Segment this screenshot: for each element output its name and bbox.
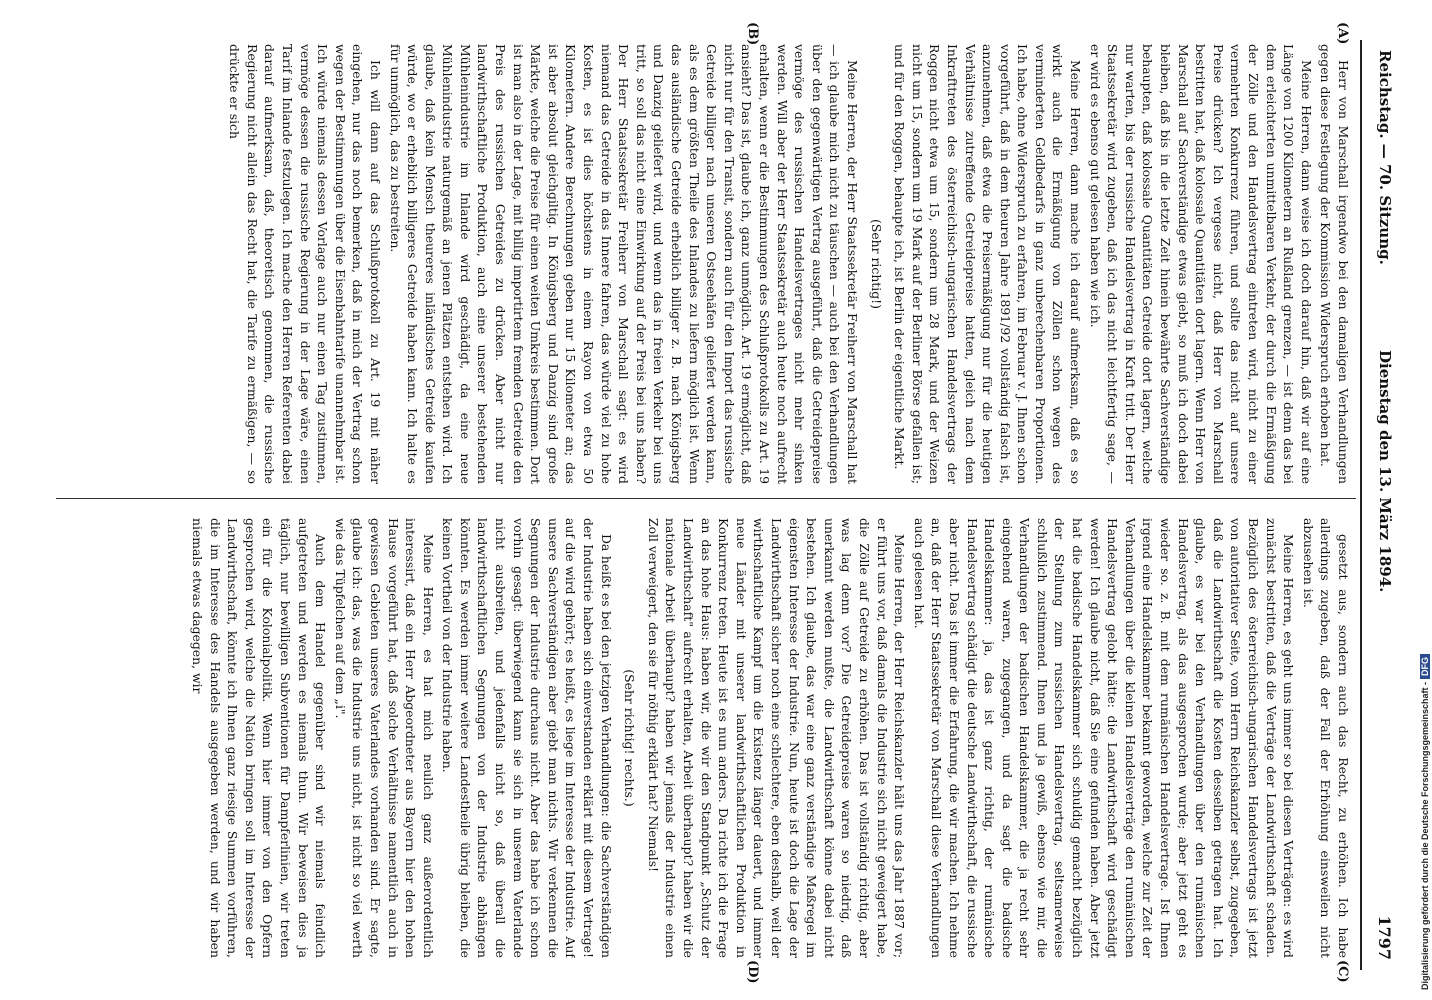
- paragraph: Meine Herren, dann mache ich darauf aufmerksam, daß es so wirkt auch die Ermäßigung von Zöllen schon wegen des verminderten Geldbedarfs in ganz unberechenbaren Proportionen. Ich habe, ohne Widerspruch zu erfahren, im Februar v. J. Ihnen schon vorgeführt, daß in dem theuren Jahre 1891/92 vollständig falsch ist, anzunehmen, daß etwa die Preisermäßigung nur für die heutigen Verhältnisse zutreffende Getreidepreise hatten, gleich nach dem Inkrafttreten des österreichisch-ungarischen Handelsvertrags der Roggen nicht etwa um 15, sondern um 28 Mark, und der Weizen nicht um 15, sondern um 19 Mark auf der Berliner Börse gefallen ist; und für den Roggen, behaupte ich, ist Berlin der eigentliche Markt.: [892, 44, 1084, 484]
- marker-b: (B): [745, 22, 760, 46]
- paragraph: gesetzt aus, sondern auch das Recht, zu erhöhen. Ich habe allerdings zugeben, daß der Fall der Erhöhung einsweilen nicht abzusehen ist.: [1300, 518, 1351, 958]
- paragraph: Ich will dann auf das Schlußprotokoll zu Art. 19 mit näher eingehen, nur das noch bemerken, daß in mich der Vertrag schon wegen der Bestimmungen über die Eisenbahntarife unannehmbar ist. Ich würde niemals dessen Vorlage auch nur einen Tag zustimmen, vermöge dessen die russische Regierung in der Lage wäre, einen Tarif im Inlande festzulegen. Ich mache den Herren Referenten dabei darauf aufmerksam, daß, theoretisch genommen, die russische Regierung nicht allein das Recht hat, die Tarife zu ermäßigen, — so drückte er sich: [227, 44, 383, 484]
- digitization-credit: [1420, 654, 1430, 990]
- paragraph: Meine Herren, es geht uns immer so bei diesen Verträgen: es wird zunächst bestritten, daß die Verträge der Landwirthschaft schaden. Bezüglich des österreichisch-ungarischen Handelsvertrags ist jetzt von autoritativer Seite, vom Herrn Reichskanzler selbst, zugegeben, daß die Landwirthschaft die Kosten desselben getragen hat. Ich glaube, es war bei den Verhandlungen über den rumänischen Handelsvertrag, als das ausgesprochen wurde; aber jetzt geht es wieder so. z. B. mit dem rumänischen Handelsvertrage. Ist Ihnen irgend eine Handelskammer bekannt geworden, welche zur Zeit der Verhandlungen über die kleinen Handelsverträge den rumänischen Handelsvertrag gelobt hätte: die Landwirthschaft wird geschädigt werden! Ich glaube nicht, daß Sie eine gefunden haben. Aber jetzt hat die badische Handelskammer sich schuldig gemacht bezüglich der Stellung zum russischen Handelsvertrag, seltsamerweise schlußlich zustimmend. Ihnen und ja gewiß, ebenso wie mir, die Verhandlungen der badischen Handelskammer, die ja recht sehr eingehend waren, zugegangen, und da sagt die badische Handelskammer: ja, das ist ganz richtig, der rumänische Handelsvertrag schädigt die deutsche Landwirthschaft, die russische aber nicht. Das ist immer die Erfahrung, die wir machen. Ich nehme an, daß der Herr Staatssekretär von Marschall diese Verhandlungen auch gelesen hat.: [911, 518, 1297, 958]
- paragraph: Meine Herren, der Herr Staatssekretär Freiherr von Marschall hat — ich glaube mich nicht zu täuschen — auch bei den Verhandlungen über den gegenwärtigen Vertrag ausgeführt, daß die Getreidepreise vermöge des russischen Handelsvertrages nicht mehr sinken werden. Will aber der Herr Staatssekretär auch heute noch aufrecht erhalten, wenn er die Bestimmungen des Schlußprotokolls zu Art. 19 ansieht? Das ist, glaube ich, ganz unmöglich. Art. 19 ermöglicht, daß nicht nur für den Transit, sondern auch für den Import das russische Getreide billiger nach unseren Ostseehäfen geliefert werden kann, als es dem größten Theile des Inlandes zu liefern möglich ist. Wenn das ausländische Getreide erheblich billiger z. B. nach Königsberg und Danzig geliefert wird, und wenn das in freien Verkehr bei uns tritt, so soll das nicht eine Einwirkung auf der Preis bei uns haben? Der Herr Staatssekretär Freiherr von Marschall sagt: es wird niemand das Getreide in das Innere fahren, das würde viel zu hohe Kosten, es ist dies höchstens in einem Rayon von etwa 50 Kilometern. Andere Berechnungen geben nur 15 Kilometer an; das ist aber absolut gleichgiltig. In Königsberg und Danzig sind große Märkte, welche die Preise für einen weiten Umkreis bestimmen. Dort ist man also in der Lage, mit billig importirtem fremden Getreide den Preis des russischen Getreides zu drücken. Aber nicht nur landwirthschaftliche Produktion, auch eine unserer bestehenden Mühlenindustrie im Inlande wird geschädigt, da eine neue Mühlenindustrie naturgemäß an jenen Plätzen entstehen wird. Ich glaube, daß kein Mensch theureres inländisches Getreide kaufen würde, wo er erheblich billigeres Getreide haben kann. Ich halte es für unmöglich, das zu bestreiten.: [387, 44, 860, 484]
- interjection: (Sehr richtig!): [868, 219, 884, 309]
- marker-d: (D): [745, 960, 760, 984]
- header-rule: [1360, 40, 1362, 970]
- paragraph: Meine Herren, es hat mich neulich ganz außerordentlich interessirt, daß ein Herr Abgeordneter aus Bayern hier den hohen Hause vorgeführt hat, daß solche Verhältnisse namentlich auch in gewissen Gebieten unseres Vaterlandes vorhanden sind. Er sagte, glaube ich: das, was die Industrie uns nicht, ist nicht so viel werth wie das Tüpfelchen auf dem „i".: [332, 518, 436, 958]
- paragraph: Meine Herren, der Herr Reichskanzler hält uns das Jahr 1887 vor; er führt uns vor, daß damals die Industrie sich nicht geweigert habe, die Zölle auf Getreide zu erhöhen. Das ist vollständig richtig, aber was lag denn vor? Die Getreidepreise waren so niedrig, daß unerkannt werden mußte, die Landwirthschaft könne dabei nicht bestehen. Ich glaube, das war eine ganz verständige Maßregel im eigensten Interesse der Industrie. Nun, heute ist doch die Lage der Landwirthschaft sicher noch eine schlechtere, eben deshalb, weil der wirthschaftliche Kampf um die Existenz länger dauert, und immer neue Länder mit unserer landwirthschaftlichen Produktion in Konkurrenz treten. Heute ist es nun anders. Da richte ich die Frage an das hohe Haus: haben wir, die wir den Standpunkt „Schutz der Landwirthschaft" aufrecht erhalten, Arbeit überhaupt? haben wir die nationale Arbeit überhaupt? haben wir jemals der Industrie einen Zoll verweigert, den sie für nöthig erklärt hat? Niemals!: [645, 518, 908, 958]
- paragraph: Meine Herren, dann weise ich doch darauf hin, daß wir auf eine Länge von 1200 Kilometern an Rußland grenzen, — ist denn das bei dem erleichterten unmittelbaren Verkehr, der durch die Ermäßigung der Zölle und den Handelsvertrag eintreten wird, nicht zu einer vermehrten Konkurrenz führen, und sollte das nicht auf unsere Preise drücken? Ich vergesse nicht, daß Herr von Marschall bestritten hat, daß kolossale Quantitäten dort lagern. Wenn Herr von Marschall auf Sachverständige etwas giebt, so muß ich doch dabei bleiben, daß bis in die letzte Zeit hinein bewährte Sachverständige behaupten, daß kolossale Quantitäten Getreide dort lagern, welche nur warten, bis der russische Handelsvertrag in Kraft tritt. Der Herr Staatssekretär wird zugeben, daß ich das nicht leichtfertig sage, — er wird es ebenso gut gelesen haben wie ich.: [1087, 44, 1314, 484]
- page-header: [1364, 20, 1400, 980]
- right-column: [52, 518, 1352, 958]
- dfg-logo: DFG: [1420, 654, 1430, 679]
- column-divider: [56, 498, 1356, 499]
- left-column: [52, 44, 1352, 484]
- rotated-page-content: [30, 20, 1400, 984]
- page-number: 1797: [1375, 915, 1394, 960]
- marker-a: (A): [1335, 22, 1350, 45]
- paragraph: Auch dem Handel gegenüber sind wir niemals feindlich aufgetreten und werden es niemals thun. Wir beweisen dies ja täglich, nur bewilligen Subventionen für Dampferlinien, wir treten ein für die Kolonialpolitik. Wenn hier immer von den Opfern gesprochen wird, welche die Nation bringen soll im Interesse der Landwirthschaft, könnte ich Ihnen ganz riesige Summen vorführen, die im Interesse des Handels ausgegeben werden, und wir haben niemals etwas dagegen, wir: [190, 518, 329, 958]
- paragraph: Herr von Marschall irgendwo bei den damaligen Verhandlungen gegen diese Festlegung der Kommission Widerspruch erhoben hat.: [1318, 44, 1351, 484]
- marker-c: (C): [1335, 960, 1350, 983]
- header-center: Dienstag den 13. März 1894.: [1376, 350, 1394, 593]
- credit-text: Digitalisierung gefördert durch die Deutsche Forschungsgemeinschaft -: [1420, 681, 1430, 990]
- header-left: Reichstag. — 70. Sitzung.: [1376, 50, 1394, 265]
- paragraph: Da heißt es bei den jetzigen Verhandlungen: die Sachverständigen der Industrie haben sich einverstanden erklärt mit diesem Vertrage! auf die wird gehört; es heißt, es liege im Interesse der Industrie. Auf unsere Sachverständigen aber giebt man nichts. Wir verkennen die Segnungen der Industrie durchaus nicht. Aber das habe ich schon vorhin gesagt: überwiegend kann sie sich in unserem Vaterlande nicht ausbreiten, und jedenfalls nicht so, daß überall die landwirthschaftlichen Segnungen von der Industrie abhängen könnten. Es werden immer weitere Landestheile übrig bleiben, die keinen Vortheil von der Industrie haben.: [440, 518, 614, 958]
- interjection: (Sehr richtig! rechts.): [622, 669, 638, 807]
